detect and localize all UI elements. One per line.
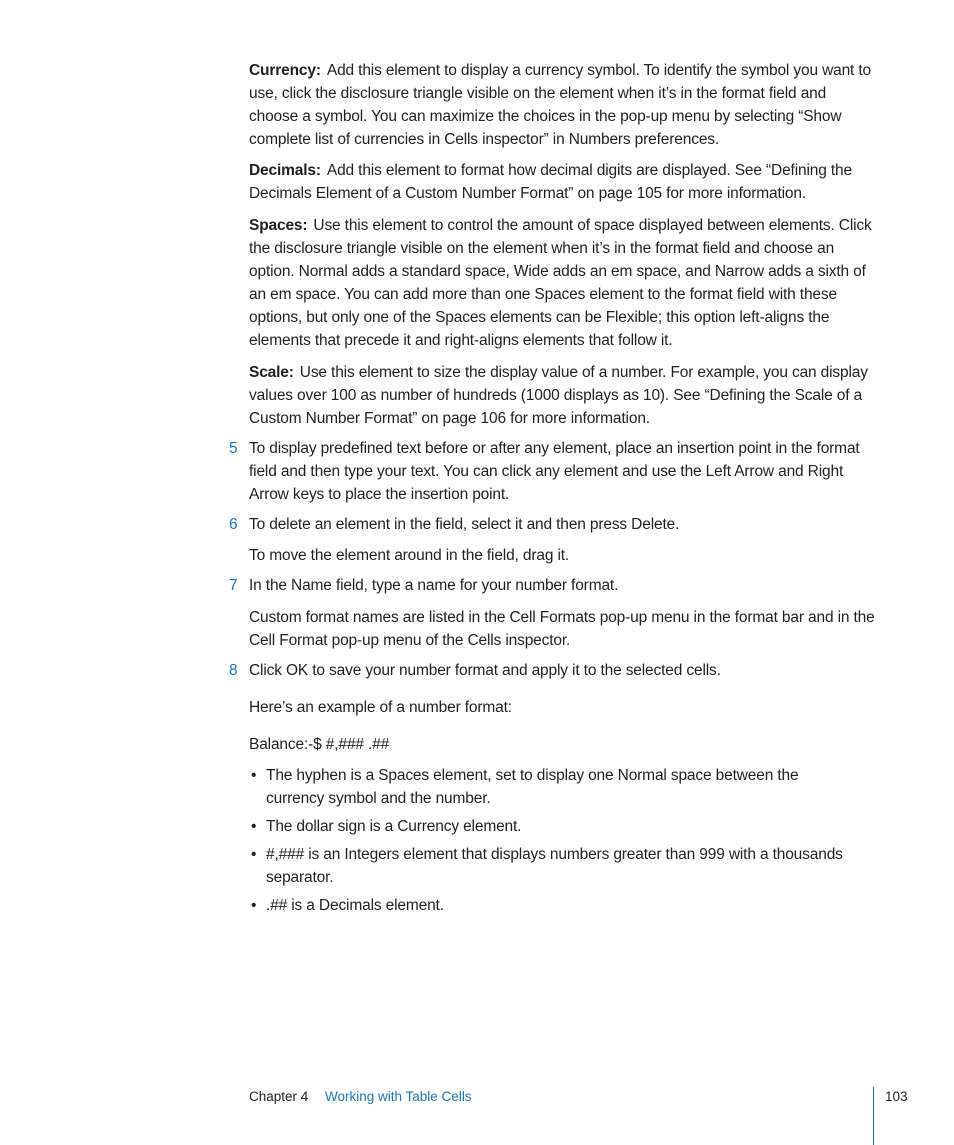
definition-decimals [249,159,877,205]
step-number: 8 [229,662,238,679]
definition-currency [249,59,877,151]
footer-chapter: Chapter 4 [249,1089,309,1104]
definition-spaces [249,214,877,352]
definition-term: Spaces: [249,217,308,234]
step-followup: Custom format names are listed in the Cell Formats pop-up menu in the format bar and in the Cell Format pop-up menu of the Cells inspector. [249,609,875,649]
step-followup: To move the element around in the field, drag it. [249,547,570,564]
step-number: 6 [229,516,238,533]
definition-text: Add this element to display a currency symbol. To identify the symbol you want to use, click the disclosure triangle visible on the element when it’s in the format field and choose a symbol. You can maximize the choices in the pop-up menu by selecting “Show complete list of currencies in Cells inspector” in Numbers preferences. [249,62,871,148]
list-item: #,### is an Integers element that displays numbers greater than 999 with a thousands separator. [266,846,843,886]
definition-text: Add this element to format how decimal digits are displayed. See “Defining the Decimals Element of a Custom Number Format” on page 105 for more information. [249,162,852,202]
list-item: The hyphen is a Spaces element, set to display one Normal space between the currency symbol and the number. [266,767,799,807]
bullet-glyph: • [251,767,257,784]
list-item: .## is a Decimals element. [266,897,444,914]
definition-scale [249,361,877,430]
step-number: 7 [229,577,238,594]
step-text: To display predefined text before or after any element, place an insertion point in the format field and then type your text. You can click any element and use the Left Arrow and Right Arrow keys to place the insertion point. [249,440,860,503]
definition-term: Decimals: [249,162,321,179]
bullet-glyph: • [251,818,257,835]
step-text: Click OK to save your number format and apply it to the selected cells. [249,662,721,679]
example-format: Balance:-$ #,### .## [249,736,390,753]
list-item: The dollar sign is a Currency element. [266,818,522,835]
example-intro: Here’s an example of a number format: [249,699,512,716]
definition-term: Scale: [249,364,294,381]
step-number: 5 [229,440,238,457]
footer-chapter-title: Working with Table Cells [325,1089,472,1104]
bullet-glyph: • [251,897,257,914]
step-text: To delete an element in the field, select it and then press Delete. [249,516,680,533]
page-number: 103 [885,1089,908,1104]
definition-text: Use this element to size the display value of a number. For example, you can display values over 100 as number of hundreds (1000 displays as 10). See “Defining the Scale of a Custom Number Format” on page 106 for more information. [249,364,868,427]
step-text: In the Name field, type a name for your number format. [249,577,619,594]
definition-text: Use this element to control the amount of space displayed between elements. Click the disclosure triangle visible on the element when it’s in the format field and choose an option. Normal adds a standard space, Wide adds an em space, and Narrow adds a sixth of an em space. You can add more than one Spaces element to the format field with these options, but only one of the Spaces elements can be Flexible; this option left-aligns the elements that precede it and right-aligns elements that follow it. [249,217,872,349]
definition-term: Currency: [249,62,321,79]
bullet-glyph: • [251,846,257,863]
footer-divider [873,1087,874,1145]
